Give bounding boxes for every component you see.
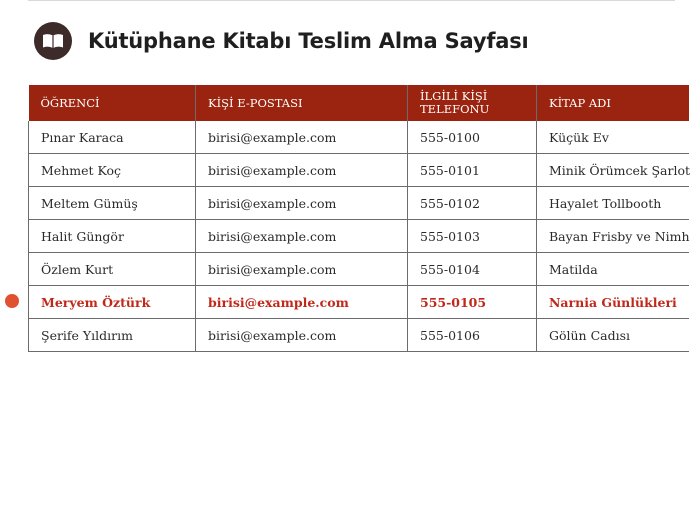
checkout-table xyxy=(28,85,689,352)
page-title: Kütüphane Kitabı Teslim Alma Sayfası xyxy=(88,29,529,53)
table-row[interactable] xyxy=(29,154,689,187)
phone-cell[interactable]: 555-0104 xyxy=(408,253,537,286)
email-cell[interactable]: birisi@example.com xyxy=(196,253,408,286)
table-row[interactable] xyxy=(29,220,689,253)
phone-cell[interactable]: 555-0106 xyxy=(408,319,537,352)
book-cell[interactable]: Minik Örümcek Şarlot xyxy=(537,154,689,187)
student-cell[interactable]: Halit Güngör xyxy=(29,220,196,253)
email-cell[interactable]: birisi@example.com xyxy=(196,286,408,319)
email-cell[interactable]: birisi@example.com xyxy=(196,319,408,352)
student-cell[interactable]: Özlem Kurt xyxy=(29,253,196,286)
column-header-phone[interactable]: İLGİLİ KİŞİ TELEFONU xyxy=(408,85,537,121)
table-row[interactable] xyxy=(29,319,689,352)
column-header-book[interactable]: KİTAP ADI xyxy=(537,85,689,121)
student-cell[interactable]: Şerife Yıldırım xyxy=(29,319,196,352)
book-icon xyxy=(34,22,72,60)
phone-cell[interactable]: 555-0100 xyxy=(408,121,537,154)
book-cell[interactable]: Matilda xyxy=(537,253,689,286)
email-cell[interactable]: birisi@example.com xyxy=(196,220,408,253)
student-cell[interactable]: Meryem Öztürk xyxy=(29,286,196,319)
email-cell[interactable]: birisi@example.com xyxy=(196,187,408,220)
phone-cell[interactable]: 555-0101 xyxy=(408,154,537,187)
top-divider xyxy=(28,0,675,1)
email-cell[interactable]: birisi@example.com xyxy=(196,154,408,187)
student-cell[interactable]: Pınar Karaca xyxy=(29,121,196,154)
book-cell[interactable]: Gölün Cadısı xyxy=(537,319,689,352)
column-header-email[interactable]: KİŞİ E-POSTASI xyxy=(196,85,408,121)
student-cell[interactable]: Meltem Gümüş xyxy=(29,187,196,220)
phone-cell[interactable]: 555-0105 xyxy=(408,286,537,319)
student-cell[interactable]: Mehmet Koç xyxy=(29,154,196,187)
book-cell[interactable]: Hayalet Tollbooth xyxy=(537,187,689,220)
phone-cell[interactable]: 555-0102 xyxy=(408,187,537,220)
table-row[interactable] xyxy=(29,253,689,286)
book-cell[interactable]: Küçük Ev xyxy=(537,121,689,154)
book-cell[interactable]: Bayan Frisby ve Nimh xyxy=(537,220,689,253)
phone-cell[interactable]: 555-0103 xyxy=(408,220,537,253)
table-row-highlighted[interactable] xyxy=(29,286,689,319)
row-marker-dot xyxy=(5,294,19,308)
table-row[interactable] xyxy=(29,121,689,154)
page-header xyxy=(34,22,529,60)
table-row[interactable] xyxy=(29,187,689,220)
book-cell[interactable]: Narnia Günlükleri xyxy=(537,286,689,319)
table-header-row xyxy=(29,85,689,121)
email-cell[interactable]: birisi@example.com xyxy=(196,121,408,154)
column-header-student[interactable]: ÖĞRENCİ xyxy=(29,85,196,121)
